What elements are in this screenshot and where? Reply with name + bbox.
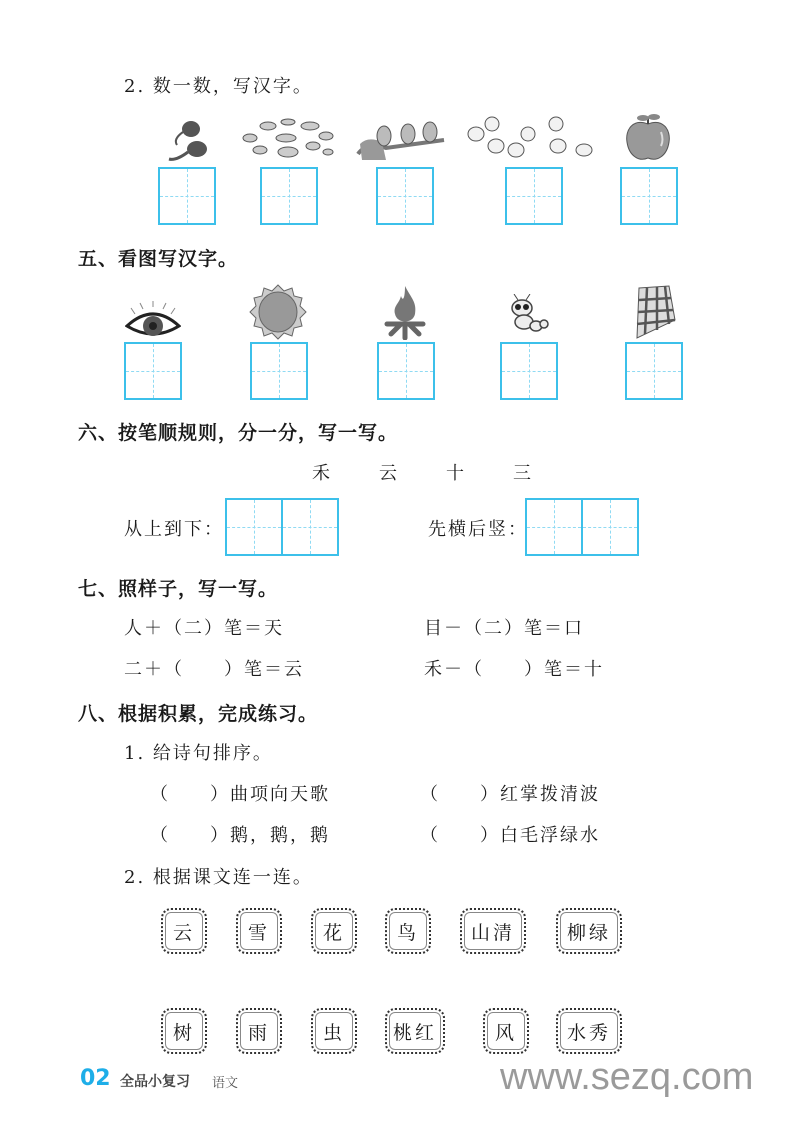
example-row-1-right: 目－（二）笔＝口: [424, 618, 584, 639]
question-count-write: 2. 数一数，写汉字。: [124, 76, 313, 97]
q1-poem-order-title: 1. 给诗句排序。: [124, 743, 273, 764]
eye-icon: [124, 282, 182, 340]
poem-line-2[interactable]: （ ）红掌拨清波: [420, 784, 600, 805]
match-top-3[interactable]: 花: [311, 908, 357, 954]
example-row-1-left: 人＋（二）笔＝天: [124, 618, 284, 639]
field-icon: [625, 282, 683, 340]
section-8-title: 八、根据积累，完成练习。: [78, 703, 319, 725]
write-box-tadpole[interactable]: [158, 167, 216, 225]
page-number: 02: [80, 1066, 111, 1091]
poem-line-4[interactable]: （ ）白毛浮绿水: [420, 825, 600, 846]
brand-name: 全品小复习: [120, 1074, 190, 1090]
match-top-1[interactable]: 云: [161, 908, 207, 954]
stroke-char-1: 禾: [312, 463, 332, 484]
match-bottom-4[interactable]: 桃红: [385, 1008, 445, 1054]
match-bottom-3[interactable]: 虫: [311, 1008, 357, 1054]
insect-icon: [500, 282, 556, 340]
exercise-row-2-right[interactable]: 禾－（ ）笔＝十: [424, 659, 604, 680]
watermark: www.sezq.com: [500, 1056, 754, 1098]
subject-label: 语文: [212, 1076, 239, 1091]
match-bottom-6[interactable]: 水秀: [556, 1008, 622, 1054]
match-bottom-1[interactable]: 树: [161, 1008, 207, 1054]
rule-top-to-bottom-label: 从上到下：: [124, 519, 224, 540]
tadpole-icon: [158, 115, 214, 165]
birds-on-branch-icon: [356, 112, 448, 162]
stroke-char-3: 十: [446, 463, 466, 484]
poem-line-1[interactable]: （ ）曲项向天歌: [150, 784, 330, 805]
write-box-field[interactable]: [625, 342, 683, 400]
match-top-6[interactable]: 柳绿: [556, 908, 622, 954]
section-7-title: 七、照样子，写一写。: [78, 578, 279, 600]
match-top-5[interactable]: 山清: [460, 908, 526, 954]
write-box-fish[interactable]: [260, 167, 318, 225]
poem-line-3[interactable]: （ ）鹅，鹅，鹅: [150, 825, 330, 846]
section-6-title: 六、按笔顺规则，分一分，写一写。: [78, 422, 399, 444]
match-top-4[interactable]: 鸟: [385, 908, 431, 954]
fish-group-icon: [238, 112, 338, 162]
write-box-top-to-bottom[interactable]: [225, 498, 339, 556]
section-5-title: 五、看图写汉字。: [78, 248, 239, 270]
fire-icon: [377, 282, 433, 340]
write-box-sun[interactable]: [250, 342, 308, 400]
match-top-2[interactable]: 雪: [236, 908, 282, 954]
stroke-char-2: 云: [379, 463, 399, 484]
sun-icon: [248, 282, 308, 340]
write-box-insect[interactable]: [500, 342, 558, 400]
write-box-horizontal-first[interactable]: [525, 498, 639, 556]
exercise-row-2-left[interactable]: 二＋（ ）笔＝云: [124, 659, 304, 680]
write-box-chicks[interactable]: [505, 167, 563, 225]
write-box-birds[interactable]: [376, 167, 434, 225]
write-box-eye[interactable]: [124, 342, 182, 400]
stroke-char-4: 三: [513, 463, 533, 484]
apple-icon: [620, 112, 676, 162]
write-box-fire[interactable]: [377, 342, 435, 400]
write-box-apple[interactable]: [620, 167, 678, 225]
rule-horizontal-first-label: 先横后竖：: [428, 519, 528, 540]
match-bottom-2[interactable]: 雨: [236, 1008, 282, 1054]
q2-match-title: 2. 根据课文连一连。: [124, 867, 313, 888]
match-bottom-5[interactable]: 风: [483, 1008, 529, 1054]
chicks-icon: [466, 112, 598, 162]
